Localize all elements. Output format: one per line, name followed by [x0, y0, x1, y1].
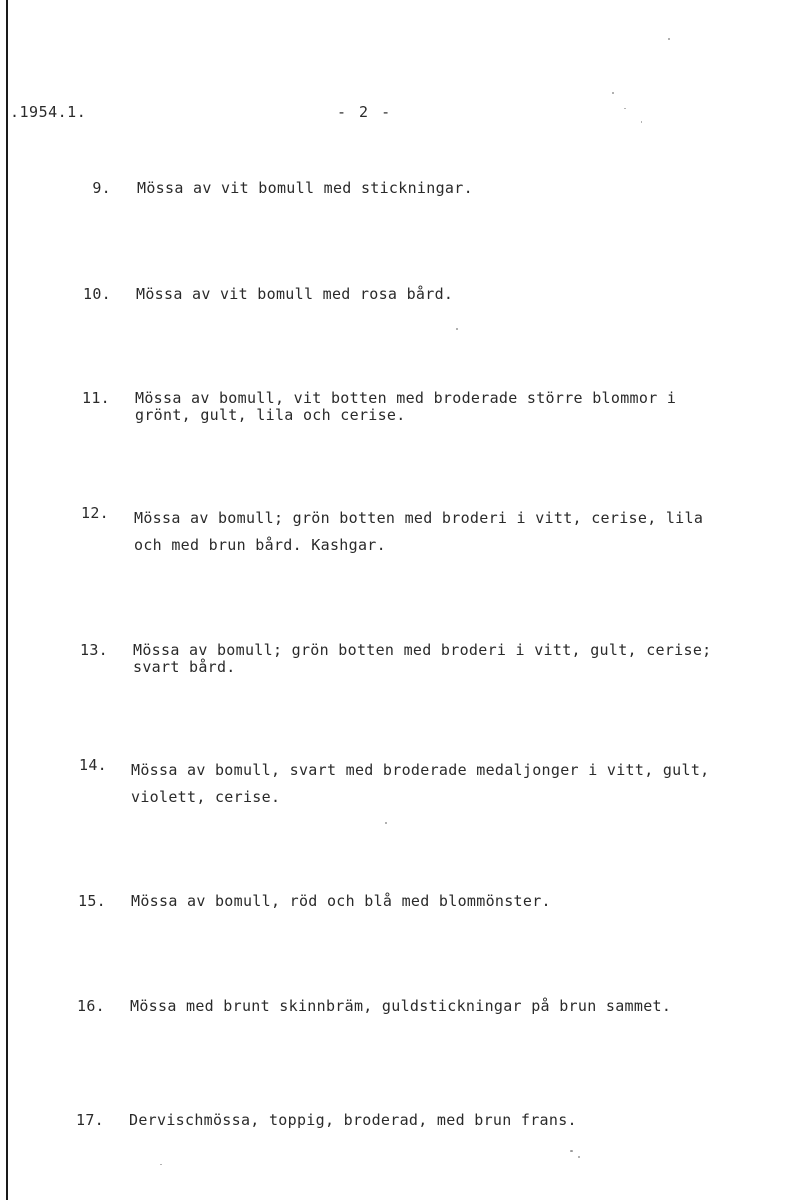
- entry-number: 9.: [92, 179, 111, 197]
- entry-number: 12.: [81, 504, 109, 522]
- scan-speck: [570, 1150, 573, 1152]
- entry-number: 16.: [77, 997, 105, 1015]
- scan-speck: [578, 1156, 580, 1158]
- entry-description: Mössa av bomull, svart med broderade medaljonger i vitt, gult, violett, cerise.: [131, 761, 710, 806]
- entry-number: 11.: [82, 389, 110, 407]
- entry-description: Mössa med brunt skinnbräm, guldstickningar på brun sammet.: [130, 997, 672, 1015]
- entry-description: Mössa av bomull; grön botten med broderi i vitt, gult, cerise; svart bård.: [133, 641, 712, 676]
- entry-description: Mössa av bomull; grön botten med broderi i vitt, cerise, lila och med brun bård. Kashgar.: [134, 509, 704, 554]
- scan-speck: [612, 92, 614, 94]
- entry-description: Mössa av vit bomull med rosa bård.: [136, 285, 454, 303]
- entry-number: 17.: [76, 1111, 104, 1129]
- scan-speck: [668, 38, 670, 40]
- entry-number: 15.: [78, 892, 106, 910]
- entry-number: 13.: [80, 641, 108, 659]
- scan-speck: [456, 328, 458, 330]
- page-header: [10, 103, 790, 125]
- entry-description: Mössa av vit bomull med stickningar.: [137, 179, 473, 197]
- entry-number: 10.: [83, 285, 111, 303]
- scan-speck: [385, 822, 387, 824]
- scan-speck: [624, 108, 626, 109]
- scan-speck: [641, 121, 642, 123]
- page-number: - 2 -: [337, 103, 393, 121]
- entry-description: Mössa av bomull, röd och blå med blommönster.: [131, 892, 551, 910]
- left-margin-rule: [6, 0, 8, 1200]
- scan-speck: [160, 1164, 162, 1165]
- entry-description: Dervischmössa, toppig, broderad, med brun frans.: [129, 1111, 577, 1129]
- entry-description: Mössa av bomull, vit botten med broderade större blommor i grönt, gult, lila och cerise.: [135, 389, 677, 424]
- entry-number: 14.: [79, 756, 107, 774]
- accession-number: .1954.1.: [10, 103, 87, 121]
